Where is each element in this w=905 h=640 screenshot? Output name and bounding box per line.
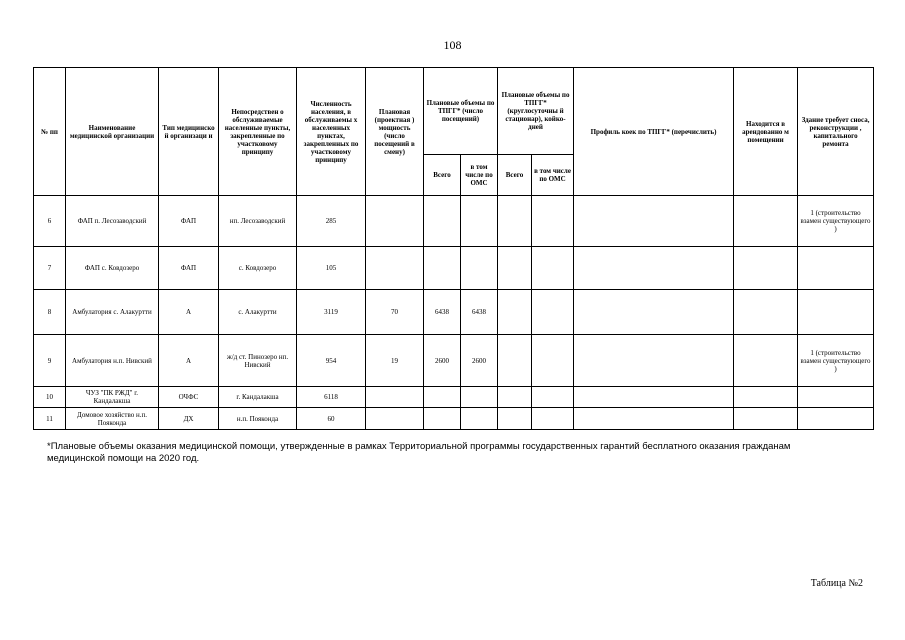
header-building: Здание требует сноса, реконструкции , капитального ремонта (798, 68, 874, 196)
table-row (34, 335, 874, 387)
cell-population: 3119 (297, 290, 366, 335)
table-row (34, 408, 874, 430)
cell-building (798, 408, 874, 430)
cell-settlement: ж/д ст. Пинозеро нп. Нивский (219, 335, 297, 387)
cell-capacity: 70 (366, 290, 424, 335)
cell-profile (574, 290, 734, 335)
cell-beds-total (498, 290, 532, 335)
page-number: 108 (443, 38, 462, 52)
cell-name: ЧУЗ "ПК РЖД" г. Кандалакша (66, 387, 159, 408)
table-row (34, 196, 874, 247)
table-label: Таблица №2 (810, 578, 863, 589)
cell-profile (574, 387, 734, 408)
footnote: *Плановые объемы оказания медицинской помощи, утвержденные в рамках Территориальной программы государственных гарантий бесплатного оказания гражданам медицинской помощи на 2020 год. (47, 441, 791, 464)
cell-profile (574, 408, 734, 430)
cell-population: 6118 (297, 387, 366, 408)
cell-rented (734, 335, 798, 387)
cell-building: 1 (строительство взамен существующего ) (798, 196, 874, 247)
cell-visits-oms (461, 408, 498, 430)
cell-population: 105 (297, 247, 366, 290)
cell-num: 9 (34, 335, 66, 387)
table-row (34, 290, 874, 335)
cell-visits-total (424, 387, 461, 408)
cell-visits-total (424, 408, 461, 430)
header-population: Численность населения, в обслуживаемы х населенных пунктах, закрепленных по участковому принципу (297, 68, 366, 196)
header-capacity: Плановая (проектная ) мощность (число посещений в смену) (366, 68, 424, 196)
cell-population: 60 (297, 408, 366, 430)
header-visits-oms: в том числе по ОМС (461, 155, 498, 196)
cell-type: ФАП (159, 196, 219, 247)
cell-num: 11 (34, 408, 66, 430)
cell-visits-total (424, 196, 461, 247)
cell-beds-oms (532, 196, 574, 247)
cell-beds-total (498, 247, 532, 290)
cell-capacity (366, 408, 424, 430)
cell-beds-total (498, 387, 532, 408)
header-bed-profile: Профиль коек по ТПГГ* (перечислить) (574, 68, 734, 196)
cell-num: 10 (34, 387, 66, 408)
header-settlements: Непосредствен о обслуживаемые населенные пункты, закрепленные по участковому принципу (219, 68, 297, 196)
cell-type: А (159, 290, 219, 335)
header-rented: Находится в арендованно м помещении (734, 68, 798, 196)
cell-visits-oms (461, 196, 498, 247)
header-type: Тип медицинско й организаци и (159, 68, 219, 196)
cell-type: ФАП (159, 247, 219, 290)
cell-type: ДХ (159, 408, 219, 430)
cell-type: А (159, 335, 219, 387)
cell-rented (734, 408, 798, 430)
cell-building: 1 (строительство взамен существующего ) (798, 335, 874, 387)
cell-profile (574, 196, 734, 247)
header-beds-oms: в том числе по ОМС (532, 155, 574, 196)
cell-name: ФАП п. Лесозаводский (66, 196, 159, 247)
medical-organizations-table (33, 67, 874, 430)
cell-visits-oms: 2600 (461, 335, 498, 387)
cell-building (798, 247, 874, 290)
cell-population: 285 (297, 196, 366, 247)
header-visits-total: Всего (424, 155, 461, 196)
cell-rented (734, 196, 798, 247)
header-num: № пп (34, 68, 66, 196)
cell-num: 8 (34, 290, 66, 335)
cell-profile (574, 247, 734, 290)
cell-beds-total (498, 335, 532, 387)
cell-name: Амбулатория с. Алакуртти (66, 290, 159, 335)
cell-visits-total: 6438 (424, 290, 461, 335)
cell-beds-total (498, 408, 532, 430)
cell-profile (574, 335, 734, 387)
cell-type: ОЧФС (159, 387, 219, 408)
cell-settlement: с. Алакуртти (219, 290, 297, 335)
cell-rented (734, 290, 798, 335)
cell-settlement: с. Ковдозеро (219, 247, 297, 290)
cell-rented (734, 247, 798, 290)
cell-beds-oms (532, 408, 574, 430)
cell-capacity (366, 247, 424, 290)
header-beds-total: Всего (498, 155, 532, 196)
header-tpgg-visits: Плановые объемы по ТПГГ* (число посещений) (424, 68, 498, 155)
header-name: Наименование медицинской организации (66, 68, 159, 196)
cell-capacity (366, 387, 424, 408)
cell-building (798, 387, 874, 408)
table-row (34, 247, 874, 290)
cell-num: 7 (34, 247, 66, 290)
cell-settlement: г. Кандалакша (219, 387, 297, 408)
cell-beds-total (498, 196, 532, 247)
cell-settlement: н.п. Пояконда (219, 408, 297, 430)
cell-beds-oms (532, 290, 574, 335)
cell-building (798, 290, 874, 335)
cell-capacity (366, 196, 424, 247)
cell-capacity: 19 (366, 335, 424, 387)
cell-visits-oms: 6438 (461, 290, 498, 335)
cell-population: 954 (297, 335, 366, 387)
cell-num: 6 (34, 196, 66, 247)
cell-beds-oms (532, 335, 574, 387)
cell-beds-oms (532, 387, 574, 408)
table-row (34, 387, 874, 408)
cell-visits-total: 2600 (424, 335, 461, 387)
cell-name: Амбулатория н.п. Нивский (66, 335, 159, 387)
cell-visits-oms (461, 387, 498, 408)
cell-name: ФАП с. Ковдозеро (66, 247, 159, 290)
header-tpgg-bed-days: Плановые объемы по ТПГГ* (круглосуточны й стационар), койко-дней (498, 68, 574, 155)
cell-rented (734, 387, 798, 408)
cell-visits-total (424, 247, 461, 290)
cell-visits-oms (461, 247, 498, 290)
cell-beds-oms (532, 247, 574, 290)
cell-name: Домовое хозяйство н.п. Пояконда (66, 408, 159, 430)
cell-settlement: нп. Лесозаводский (219, 196, 297, 247)
